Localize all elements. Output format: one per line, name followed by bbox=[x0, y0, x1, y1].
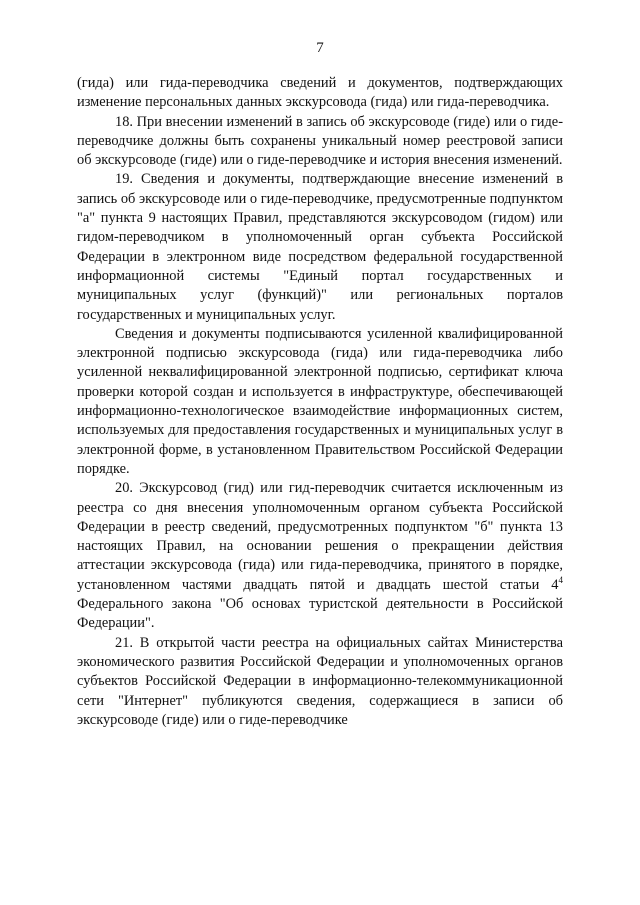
paragraph-20 bbox=[77, 479, 563, 633]
paragraph-19-signature: Сведения и документы подписываются усиленной квалифицированной электронной подписью экскурсовода (гида) или гида-переводчика либо усиленной неквалифицированной электронной подписью, сертификат ключа проверки которой создан и используется в инфраструктуре, обеспечивающей информационно-технологическое взаимодействие информационных систем, используемых для предоставления государственных и муниципальных услуг в электронной форме, в установленном Правительством Российской Федерации порядке. bbox=[77, 325, 563, 477]
paragraph-18: 18. При внесении изменений в запись об экскурсоводе (гиде) или о гиде-переводчике должны быть сохранены уникальный номер реестровой записи об экскурсоводе (гиде) или о гиде-переводчике и история внесения изменений. bbox=[77, 113, 563, 169]
paragraph-19: 19. Сведения и документы, подтверждающие внесение изменений в запись об экскурсоводе или о гиде-переводчике, предусмотренные подпунктом "а" пункта 9 настоящих Правил, представляются экскурсоводом (гидом) или гидом-переводчиком в уполномоченный орган субъекта Российской Федерации в электронном виде посредством федеральной государственной информационной системы "Единый портал государственных и муниципальных услуг (функций)" или региональных порталов государственных и муниципальных услуг. bbox=[77, 171, 563, 323]
paragraph-continuation: (гида) или гида-переводчика сведений и документов, подтверждающих изменение персональных данных экскурсовода (гида) или гида-переводчика. bbox=[77, 75, 563, 111]
article-superscript: 4 bbox=[558, 574, 563, 585]
paragraph-20-text: 20. Экскурсовод (гид) или гид-переводчик считается исключенным из реестра со дня внесения уполномоченным органом субъекта Российской Федерации в реестр сведений, предусмотренных подпунктом "б" пункта 13 настоящих Правил, на основании решения о прекращении действия аттестации экскурсовода (гида) или гида-переводчика, принятого в порядке, установленном частями двадцать пятой и двадцать шестой статьи 4 bbox=[77, 480, 563, 593]
page-number: 7 bbox=[316, 40, 324, 56]
paragraph-20-text-end: Федерального закона "Об основах туристской деятельности в Российской Федерации". bbox=[77, 596, 563, 632]
paragraph-21: 21. В открытой части реестра на официальных сайтах Министерства экономического развития Российской Федерации и уполномоченных органов субъектов Российской Федерации в информационно-телекоммуникационной сети "Интернет" публикуются сведения, содержащиеся в записи об экскурсоводе (гиде) или о гиде-переводчике bbox=[77, 634, 563, 728]
document-body bbox=[77, 74, 563, 730]
